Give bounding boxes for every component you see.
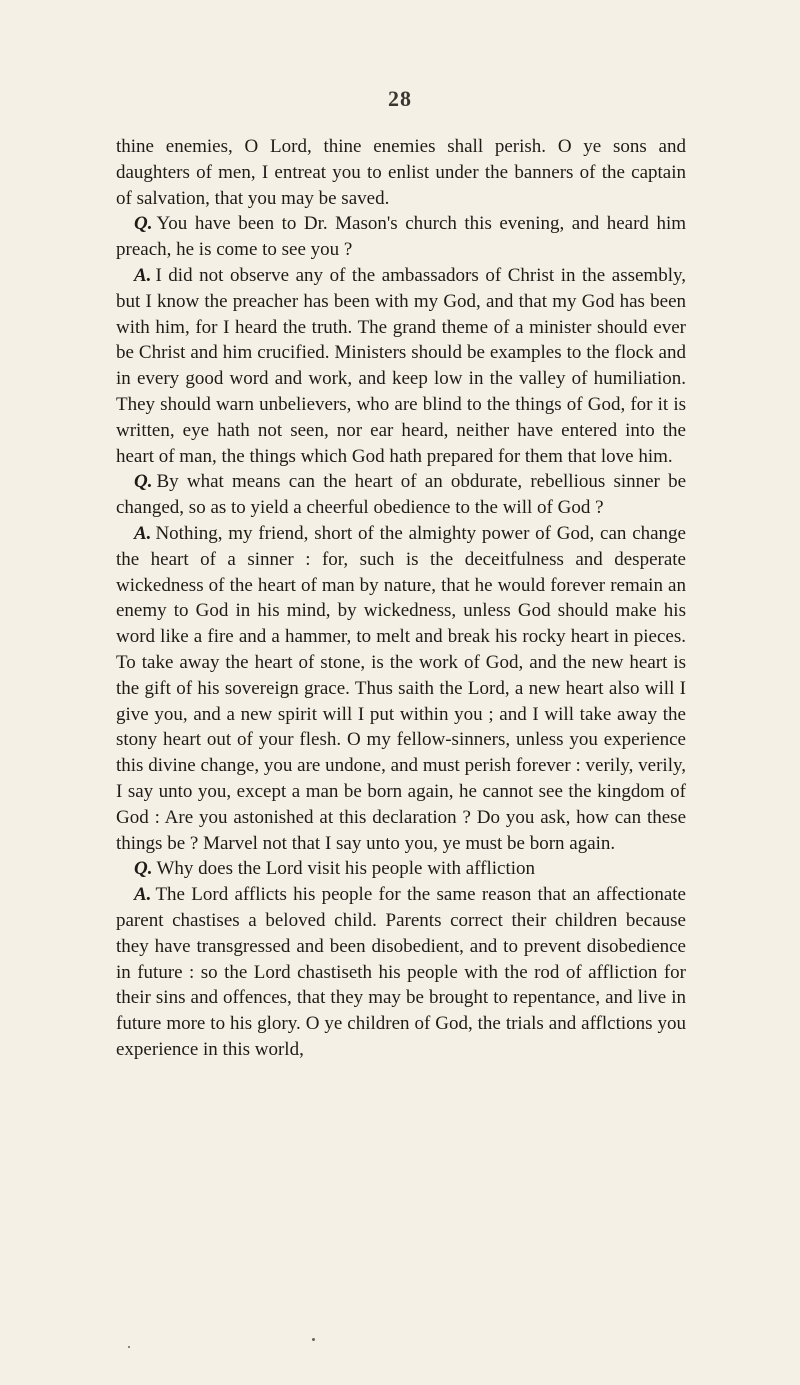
- question-marker: Q.: [134, 213, 153, 235]
- question-paragraph: [116, 856, 686, 882]
- page-text: [116, 134, 686, 1063]
- paragraph-text: thine enemies, O Lord, thine enemies shall perish. O ye sons and daughters of men, I entreat you to enlist under the banners of the captain of salvation, that you may be saved.: [116, 136, 686, 209]
- page-number: 28: [388, 86, 412, 111]
- answer-marker: A.: [134, 264, 152, 286]
- answer-marker: A.: [134, 522, 152, 544]
- paragraph-text: Why does the Lord visit his people with affliction: [156, 858, 536, 880]
- question-paragraph: [116, 469, 686, 521]
- paragraph-continuation: [116, 134, 686, 211]
- paragraph-text: By what means can the heart of an obdurate, rebellious sinner be changed, so as to yield a cheerful obedience to the will of God ?: [116, 471, 686, 519]
- answer-paragraph: [116, 263, 686, 469]
- print-speck: [312, 1338, 315, 1341]
- answer-paragraph: [116, 882, 686, 1063]
- answer-paragraph: [116, 521, 686, 856]
- question-marker: Q.: [134, 858, 153, 880]
- question-paragraph: [116, 211, 686, 263]
- question-marker: Q.: [134, 471, 153, 493]
- print-speck: [128, 1346, 130, 1348]
- paragraph-text: I did not observe any of the ambassadors of Christ in the assembly, but I know the preacher has been with my God, and that my God has been with him, for I heard the truth. The grand theme of a minister should ever be Christ and him crucified. Ministers should be examples to the flock and in every good word and work, and keep low in the valley of humiliation. They should warn unbelievers, who are blind to the things of God, for it is written, eye hath not seen, nor ear heard, neither have entered into the heart of man, the things which God hath prepared for them that love him.: [116, 264, 686, 467]
- paragraph-text: You have been to Dr. Mason's church this evening, and heard him preach, he is come to see you ?: [116, 213, 686, 261]
- paragraph-text: The Lord afflicts his people for the same reason that an affectionate parent chastises a beloved child. Parents correct their children because they have transgressed and been disobedient, and to prevent disobedience in future : so the Lord chastiseth his people with the rod of affliction for their sins and offences, that they may be brought to repentance, and live in future more to his glory. O ye children of God, the trials and afflctions you experience in this world,: [116, 884, 686, 1060]
- paragraph-text: Nothing, my friend, short of the almighty power of God, can change the heart of a sinner : for, such is the deceitfulness and desperate wickedness of the heart of man by nature, that he would forever remain an enemy to God in his mind, by wickedness, unless God should make his word like a fire and a hammer, to melt and break his rocky heart in pieces. To take away the heart of stone, is the work of God, and the new heart is the gift of his sovereign grace. Thus saith the Lord, a new heart also will I give you, and a new spirit will I put within you ; and I will take away the stony heart out of your flesh. O my fellow-sinners, unless you experience this divine change, you are undone, and must perish forever : verily, verily, I say unto you, except a man be born again, he cannot see the kingdom of God : Are you astonished at this declaration ? Do you ask, how can these things be ? Marvel not that I say unto you, ye must be born again.: [116, 522, 686, 854]
- answer-marker: A.: [134, 884, 152, 906]
